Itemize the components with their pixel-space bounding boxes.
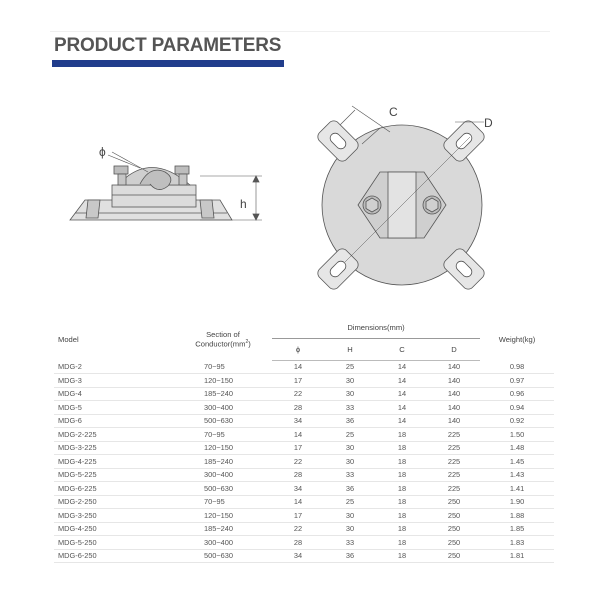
cell-d: 225 bbox=[428, 455, 480, 469]
header-c: C bbox=[376, 338, 428, 360]
cell-c: 18 bbox=[376, 495, 428, 509]
page-title: PRODUCT PARAMETERS bbox=[54, 35, 282, 56]
cell-h: 25 bbox=[324, 495, 376, 509]
cell-section: 185~240 bbox=[174, 455, 272, 469]
cell-model: MDG-5 bbox=[54, 401, 174, 415]
cell-phi: 14 bbox=[272, 495, 324, 509]
cell-phi: 22 bbox=[272, 522, 324, 536]
cell-model: MDG-5-250 bbox=[54, 536, 174, 550]
cell-weight: 0.98 bbox=[480, 360, 554, 374]
label-phi: ϕ bbox=[99, 145, 106, 159]
cell-phi: 28 bbox=[272, 536, 324, 550]
cell-model: MDG-6-250 bbox=[54, 549, 174, 563]
cell-h: 36 bbox=[324, 482, 376, 496]
cell-weight: 0.92 bbox=[480, 414, 554, 428]
table-row bbox=[54, 495, 554, 509]
cell-c: 18 bbox=[376, 441, 428, 455]
cell-phi: 34 bbox=[272, 549, 324, 563]
cell-h: 30 bbox=[324, 455, 376, 469]
cell-c: 14 bbox=[376, 374, 428, 388]
table-row bbox=[54, 428, 554, 442]
parameters-table-wrap bbox=[54, 318, 554, 563]
cell-h: 30 bbox=[324, 374, 376, 388]
cell-model: MDG-4-225 bbox=[54, 455, 174, 469]
cell-section: 300~400 bbox=[174, 468, 272, 482]
label-c: C bbox=[389, 105, 398, 119]
cell-phi: 34 bbox=[272, 482, 324, 496]
table-row bbox=[54, 387, 554, 401]
cell-model: MDG-3-225 bbox=[54, 441, 174, 455]
cell-d: 140 bbox=[428, 414, 480, 428]
cell-h: 30 bbox=[324, 522, 376, 536]
header-section-line1: Section of bbox=[206, 329, 240, 339]
cell-phi: 14 bbox=[272, 428, 324, 442]
cell-c: 18 bbox=[376, 455, 428, 469]
cell-model: MDG-6-225 bbox=[54, 482, 174, 496]
header-model: Model bbox=[58, 334, 79, 344]
cell-section: 70~95 bbox=[174, 428, 272, 442]
cell-model: MDG-2-225 bbox=[54, 428, 174, 442]
cell-d: 250 bbox=[428, 522, 480, 536]
cell-d: 225 bbox=[428, 468, 480, 482]
cell-c: 18 bbox=[376, 509, 428, 523]
cell-phi: 17 bbox=[272, 374, 324, 388]
table-row bbox=[54, 468, 554, 482]
cell-section: 120~150 bbox=[174, 374, 272, 388]
table-row bbox=[54, 401, 554, 415]
cell-h: 25 bbox=[324, 428, 376, 442]
cell-model: MDG-2 bbox=[54, 360, 174, 374]
cell-h: 30 bbox=[324, 387, 376, 401]
cell-h: 33 bbox=[324, 536, 376, 550]
parameters-table bbox=[54, 318, 554, 563]
cell-section: 500~630 bbox=[174, 482, 272, 496]
table-row bbox=[54, 482, 554, 496]
cell-section: 120~150 bbox=[174, 509, 272, 523]
cell-section: 300~400 bbox=[174, 536, 272, 550]
cell-phi: 28 bbox=[272, 468, 324, 482]
cell-phi: 17 bbox=[272, 509, 324, 523]
cell-h: 33 bbox=[324, 401, 376, 415]
cell-model: MDG-5-225 bbox=[54, 468, 174, 482]
cell-d: 140 bbox=[428, 374, 480, 388]
cell-weight: 1.43 bbox=[480, 468, 554, 482]
header-weight: Weight(kg) bbox=[498, 334, 536, 344]
cell-c: 18 bbox=[376, 482, 428, 496]
cell-phi: 17 bbox=[272, 441, 324, 455]
cell-h: 25 bbox=[324, 360, 376, 374]
cell-weight: 1.48 bbox=[480, 441, 554, 455]
table-row bbox=[54, 374, 554, 388]
cell-model: MDG-4-250 bbox=[54, 522, 174, 536]
header-d: D bbox=[428, 338, 480, 360]
header-section bbox=[174, 318, 272, 360]
cell-c: 14 bbox=[376, 401, 428, 415]
cell-h: 36 bbox=[324, 414, 376, 428]
table-row bbox=[54, 522, 554, 536]
side-view bbox=[70, 152, 262, 220]
cell-section: 500~630 bbox=[174, 549, 272, 563]
table-row bbox=[54, 360, 554, 374]
table-row bbox=[54, 509, 554, 523]
cell-c: 18 bbox=[376, 468, 428, 482]
table-body bbox=[54, 360, 554, 563]
cell-phi: 14 bbox=[272, 360, 324, 374]
cell-h: 36 bbox=[324, 549, 376, 563]
cell-d: 140 bbox=[428, 401, 480, 415]
cell-weight: 1.90 bbox=[480, 495, 554, 509]
header-phi: ϕ bbox=[272, 338, 324, 360]
cell-weight: 1.85 bbox=[480, 522, 554, 536]
cell-model: MDG-3 bbox=[54, 374, 174, 388]
table-row bbox=[54, 414, 554, 428]
cell-d: 140 bbox=[428, 387, 480, 401]
technical-drawing bbox=[0, 80, 600, 310]
cell-phi: 28 bbox=[272, 401, 324, 415]
cell-phi: 22 bbox=[272, 455, 324, 469]
cell-section: 185~240 bbox=[174, 387, 272, 401]
top-strip bbox=[50, 0, 550, 32]
table-row bbox=[54, 455, 554, 469]
cell-c: 18 bbox=[376, 549, 428, 563]
cell-weight: 1.88 bbox=[480, 509, 554, 523]
cell-model: MDG-6 bbox=[54, 414, 174, 428]
cell-section: 120~150 bbox=[174, 441, 272, 455]
cell-section: 70~95 bbox=[174, 495, 272, 509]
cell-phi: 34 bbox=[272, 414, 324, 428]
cell-model: MDG-4 bbox=[54, 387, 174, 401]
cell-phi: 22 bbox=[272, 387, 324, 401]
cell-c: 14 bbox=[376, 387, 428, 401]
drawing-svg bbox=[0, 80, 600, 310]
header-dimensions: Dimensions(mm) bbox=[272, 318, 480, 338]
cell-d: 225 bbox=[428, 441, 480, 455]
label-d: D bbox=[484, 116, 493, 130]
cell-weight: 1.45 bbox=[480, 455, 554, 469]
cell-c: 18 bbox=[376, 428, 428, 442]
header-section-sup: 2 bbox=[245, 338, 249, 345]
cell-section: 70~95 bbox=[174, 360, 272, 374]
cell-h: 30 bbox=[324, 441, 376, 455]
header-section-close: ) bbox=[248, 339, 251, 349]
cell-section: 300~400 bbox=[174, 401, 272, 415]
cell-d: 250 bbox=[428, 536, 480, 550]
table-header-row-1 bbox=[54, 318, 554, 338]
top-view bbox=[315, 106, 486, 292]
table-row bbox=[54, 549, 554, 563]
header-h: H bbox=[324, 338, 376, 360]
table-row bbox=[54, 441, 554, 455]
cell-d: 140 bbox=[428, 360, 480, 374]
title-underline-bar bbox=[52, 60, 284, 67]
cell-section: 185~240 bbox=[174, 522, 272, 536]
cell-h: 33 bbox=[324, 468, 376, 482]
cell-model: MDG-3-250 bbox=[54, 509, 174, 523]
cell-weight: 0.96 bbox=[480, 387, 554, 401]
cell-weight: 1.50 bbox=[480, 428, 554, 442]
cell-d: 250 bbox=[428, 549, 480, 563]
cell-section: 500~630 bbox=[174, 414, 272, 428]
cell-c: 14 bbox=[376, 360, 428, 374]
label-h: h bbox=[240, 197, 247, 211]
cell-weight: 0.97 bbox=[480, 374, 554, 388]
cell-weight: 1.83 bbox=[480, 536, 554, 550]
cell-h: 30 bbox=[324, 509, 376, 523]
header-section-line2: Conductor(mm bbox=[195, 339, 246, 349]
cell-c: 18 bbox=[376, 522, 428, 536]
cell-weight: 0.94 bbox=[480, 401, 554, 415]
cell-c: 18 bbox=[376, 536, 428, 550]
cell-d: 250 bbox=[428, 509, 480, 523]
cell-d: 225 bbox=[428, 428, 480, 442]
cell-c: 14 bbox=[376, 414, 428, 428]
cell-weight: 1.81 bbox=[480, 549, 554, 563]
cell-d: 225 bbox=[428, 482, 480, 496]
cell-weight: 1.41 bbox=[480, 482, 554, 496]
cell-d: 250 bbox=[428, 495, 480, 509]
cell-model: MDG-2-250 bbox=[54, 495, 174, 509]
table-row bbox=[54, 536, 554, 550]
